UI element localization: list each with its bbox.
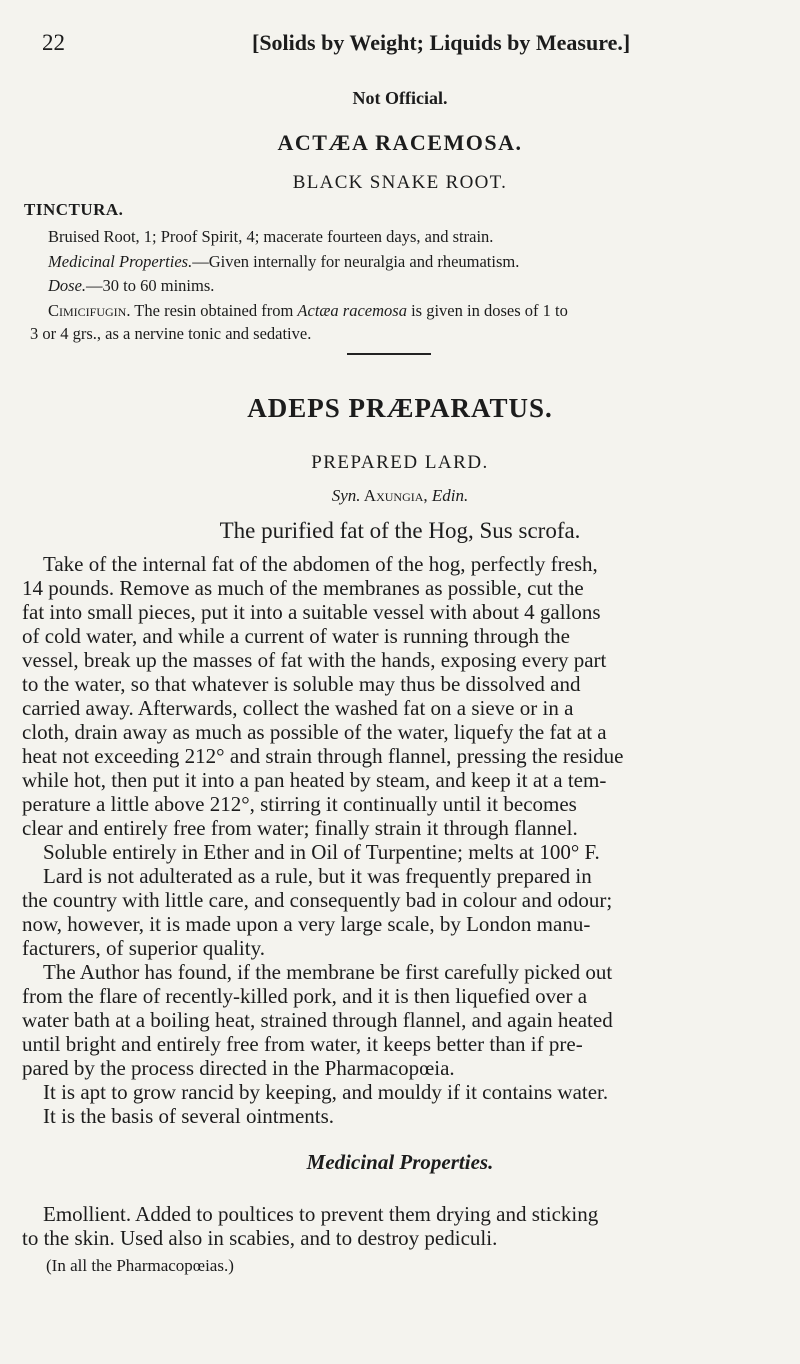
body-line: pared by the process directed in the Pharmacopœia. (22, 1056, 455, 1080)
definition-line: The purified fat of the Hog, Sus scrofa. (219, 518, 581, 543)
preparation-heading: TINCTURA. (24, 200, 124, 219)
medicinal-line: to the skin. Used also in scabies, and to destroy pediculi. (22, 1226, 498, 1250)
cimicifugin-text-a: The resin obtained from (130, 301, 298, 320)
body-line: Soluble entirely in Ether and in Oil of Turpentine; melts at 100° F. (43, 840, 600, 864)
cimicifugin-line-2: 3 or 4 grs., as a nervine tonic and sedative. (30, 324, 312, 343)
body-line: Lard is not adulterated as a rule, but it was frequently prepared in (43, 864, 592, 888)
body-line: The Author has found, if the membrane be first carefully picked out (43, 960, 613, 984)
body-line: It is apt to grow rancid by keeping, and mouldy if it contains water. (43, 1080, 609, 1104)
monograph-common-name: BLACK SNAKE ROOT. (292, 172, 508, 193)
body-line: cloth, drain away as much as possible of the water, liquefy the fat at a (22, 720, 607, 744)
medicinal-line: Emollient. Added to poultices to prevent them drying and sticking (43, 1202, 599, 1226)
medicinal-properties-text: —Given internally for neuralgia and rheumatism. (192, 252, 520, 271)
body-line: water bath at a boiling heat, strained through flannel, and again heated (22, 1008, 613, 1032)
monograph-english-name: PREPARED LARD. (311, 452, 489, 473)
running-title: [Solids by Weight; Liquids by Measure.] (252, 30, 631, 55)
page-number: 22 (42, 30, 65, 55)
monograph-title-adeps: ADEPS PRÆPARATUS. (247, 393, 553, 423)
dose-line (48, 276, 214, 296)
official-status: Not Official. (352, 88, 448, 108)
cimicifugin-text-b: is given in doses of 1 to (406, 301, 568, 320)
body-line: now, however, it is made upon a very large scale, by London manu- (22, 912, 591, 936)
body-line: until bright and entirely free from water, it keeps better than if pre- (22, 1032, 583, 1056)
synonym-line (0, 486, 800, 506)
medicinal-properties-label: Medicinal Properties. (48, 252, 193, 271)
body-line: of cold water, and while a current of water is running through the (22, 624, 570, 648)
medicinal-properties-heading: Medicinal Properties. (306, 1150, 494, 1174)
recipe-line: Bruised Root, 1; Proof Spirit, 4; macerate fourteen days, and strain. (48, 227, 494, 246)
dose-text: —30 to 60 minims. (86, 276, 215, 295)
body-line: facturers, of superior quality. (22, 936, 265, 960)
cimicifugin-line (48, 301, 568, 321)
body-line: to the water, so that whatever is soluble may thus be dissolved and (22, 672, 581, 696)
body-line: while hot, then put it into a pan heated by steam, and keep it at a tem- (22, 768, 607, 792)
body-line: carried away. Afterwards, collect the washed fat on a sieve or in a (22, 696, 574, 720)
section-divider (347, 353, 431, 355)
synonym-label: Syn. (331, 486, 361, 505)
body-line: heat not exceeding 212° and strain through flannel, pressing the residue (22, 744, 624, 768)
body-line: It is the basis of several ointments. (43, 1104, 335, 1128)
body-line: 14 pounds. Remove as much of the membranes as possible, cut the (22, 576, 584, 600)
synonym-text: Axungia, (360, 486, 432, 505)
cimicifugin-species: Actæa racemosa (297, 301, 407, 320)
body-line: Take of the internal fat of the abdomen of the hog, perfectly fresh, (43, 552, 598, 576)
synonym-source: Edin. (431, 486, 469, 505)
medicinal-properties-line (48, 252, 519, 272)
body-line: clear and entirely free from water; finally strain it through flannel. (22, 816, 578, 840)
body-line: the country with little care, and consequently bad in colour and odour; (22, 888, 613, 912)
body-line: perature a little above 212°, stirring it continually until it becomes (22, 792, 577, 816)
dose-label: Dose. (48, 276, 87, 295)
body-line: fat into small pieces, put it into a suitable vessel with about 4 gallons (22, 600, 601, 624)
monograph-title-actaea: ACTÆA RACEMOSA. (277, 130, 523, 155)
body-line: vessel, break up the masses of fat with the hands, exposing every part (22, 648, 607, 672)
footnote: (In all the Pharmacopœias.) (46, 1256, 234, 1275)
cimicifugin-label: Cimicifugin. (48, 301, 131, 320)
body-line: from the flare of recently-killed pork, and it is then liquefied over a (22, 984, 588, 1008)
